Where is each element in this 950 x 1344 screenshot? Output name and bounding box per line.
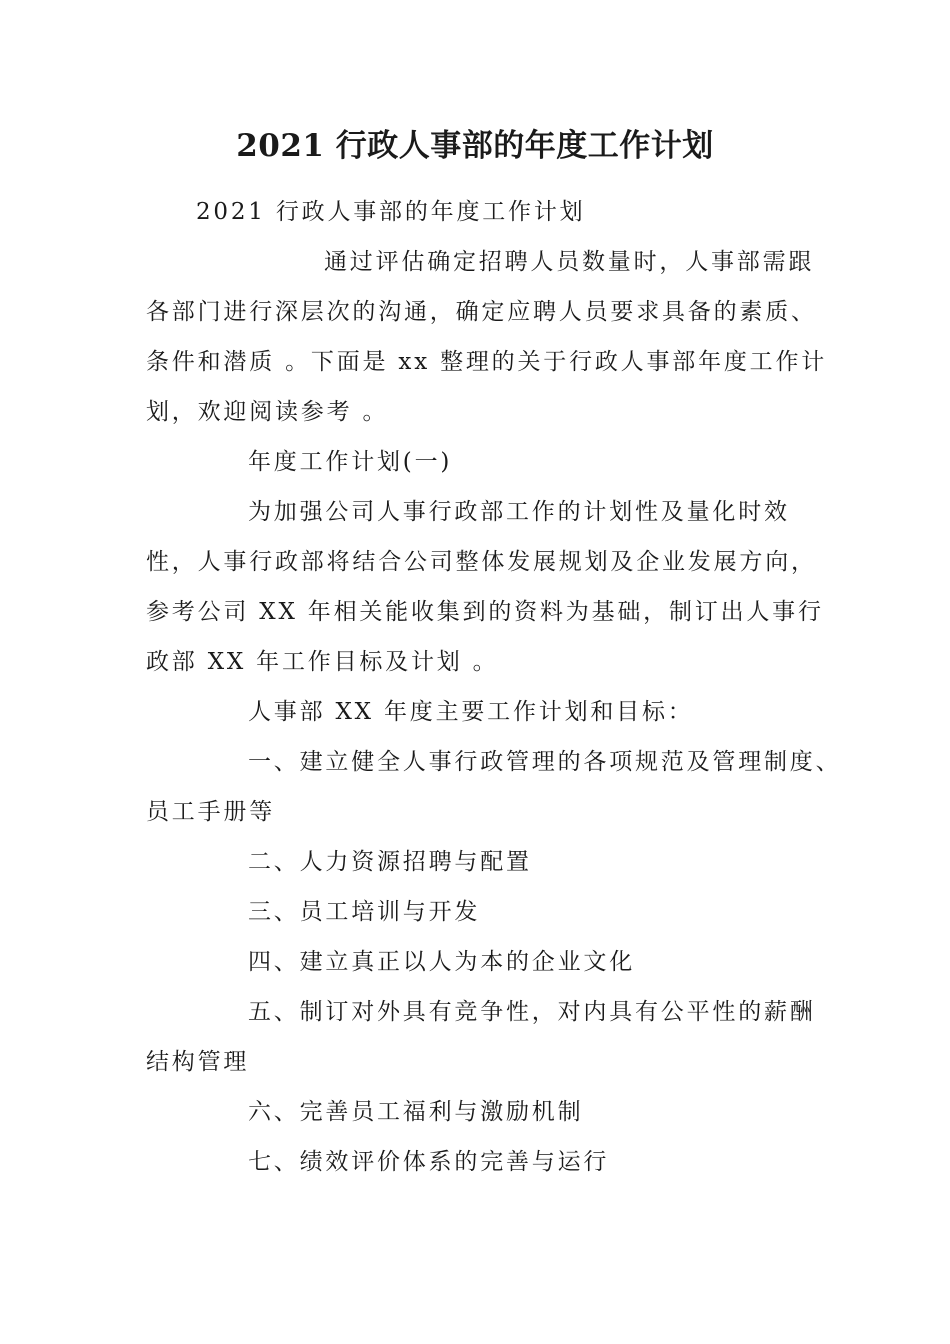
list-item-continuation: 结构管理 xyxy=(146,1049,250,1075)
section-heading: 年度工作计划(一) xyxy=(248,449,453,475)
list-item: 七、绩效评价体系的完善与运行 xyxy=(248,1149,610,1175)
paragraph-line: 各部门进行深层次的沟通，确定应聘人员要求具备的素质、 xyxy=(146,299,817,325)
list-item-continuation: 员工手册等 xyxy=(146,799,275,825)
paragraph-line: 条件和潜质 。下面是 xx 整理的关于行政人事部年度工作计 xyxy=(146,349,828,375)
document-title: 2021 行政人事部的年度工作计划 xyxy=(236,128,714,164)
paragraph-line: 划，欢迎阅读参考 。 xyxy=(146,399,389,425)
subtitle-line: 2021 行政人事部的年度工作计划 xyxy=(196,199,586,225)
paragraph-line: 性，人事行政部将结合公司整体发展规划及企业发展方向， xyxy=(146,549,817,575)
list-item: 六、完善员工福利与激励机制 xyxy=(248,1099,584,1125)
list-item: 三、员工培训与开发 xyxy=(248,899,481,925)
list-heading: 人事部 XX 年度主要工作计划和目标： xyxy=(248,699,694,725)
list-item: 一、建立健全人事行政管理的各项规范及管理制度、 xyxy=(248,749,842,775)
paragraph-line: 参考公司 XX 年相关能收集到的资料为基础，制订出人事行 xyxy=(146,599,824,625)
list-item: 二、人力资源招聘与配置 xyxy=(248,849,532,875)
paragraph-line: 为加强公司人事行政部工作的计划性及量化时效 xyxy=(248,499,790,525)
list-item: 五、制订对外具有竞争性，对内具有公平性的薪酬 xyxy=(248,999,816,1025)
paragraph-line: 政部 XX 年工作目标及计划 。 xyxy=(146,649,499,675)
list-item: 四、建立真正以人为本的企业文化 xyxy=(248,949,635,975)
paragraph-line: 通过评估确定招聘人员数量时，人事部需跟 xyxy=(324,249,815,275)
